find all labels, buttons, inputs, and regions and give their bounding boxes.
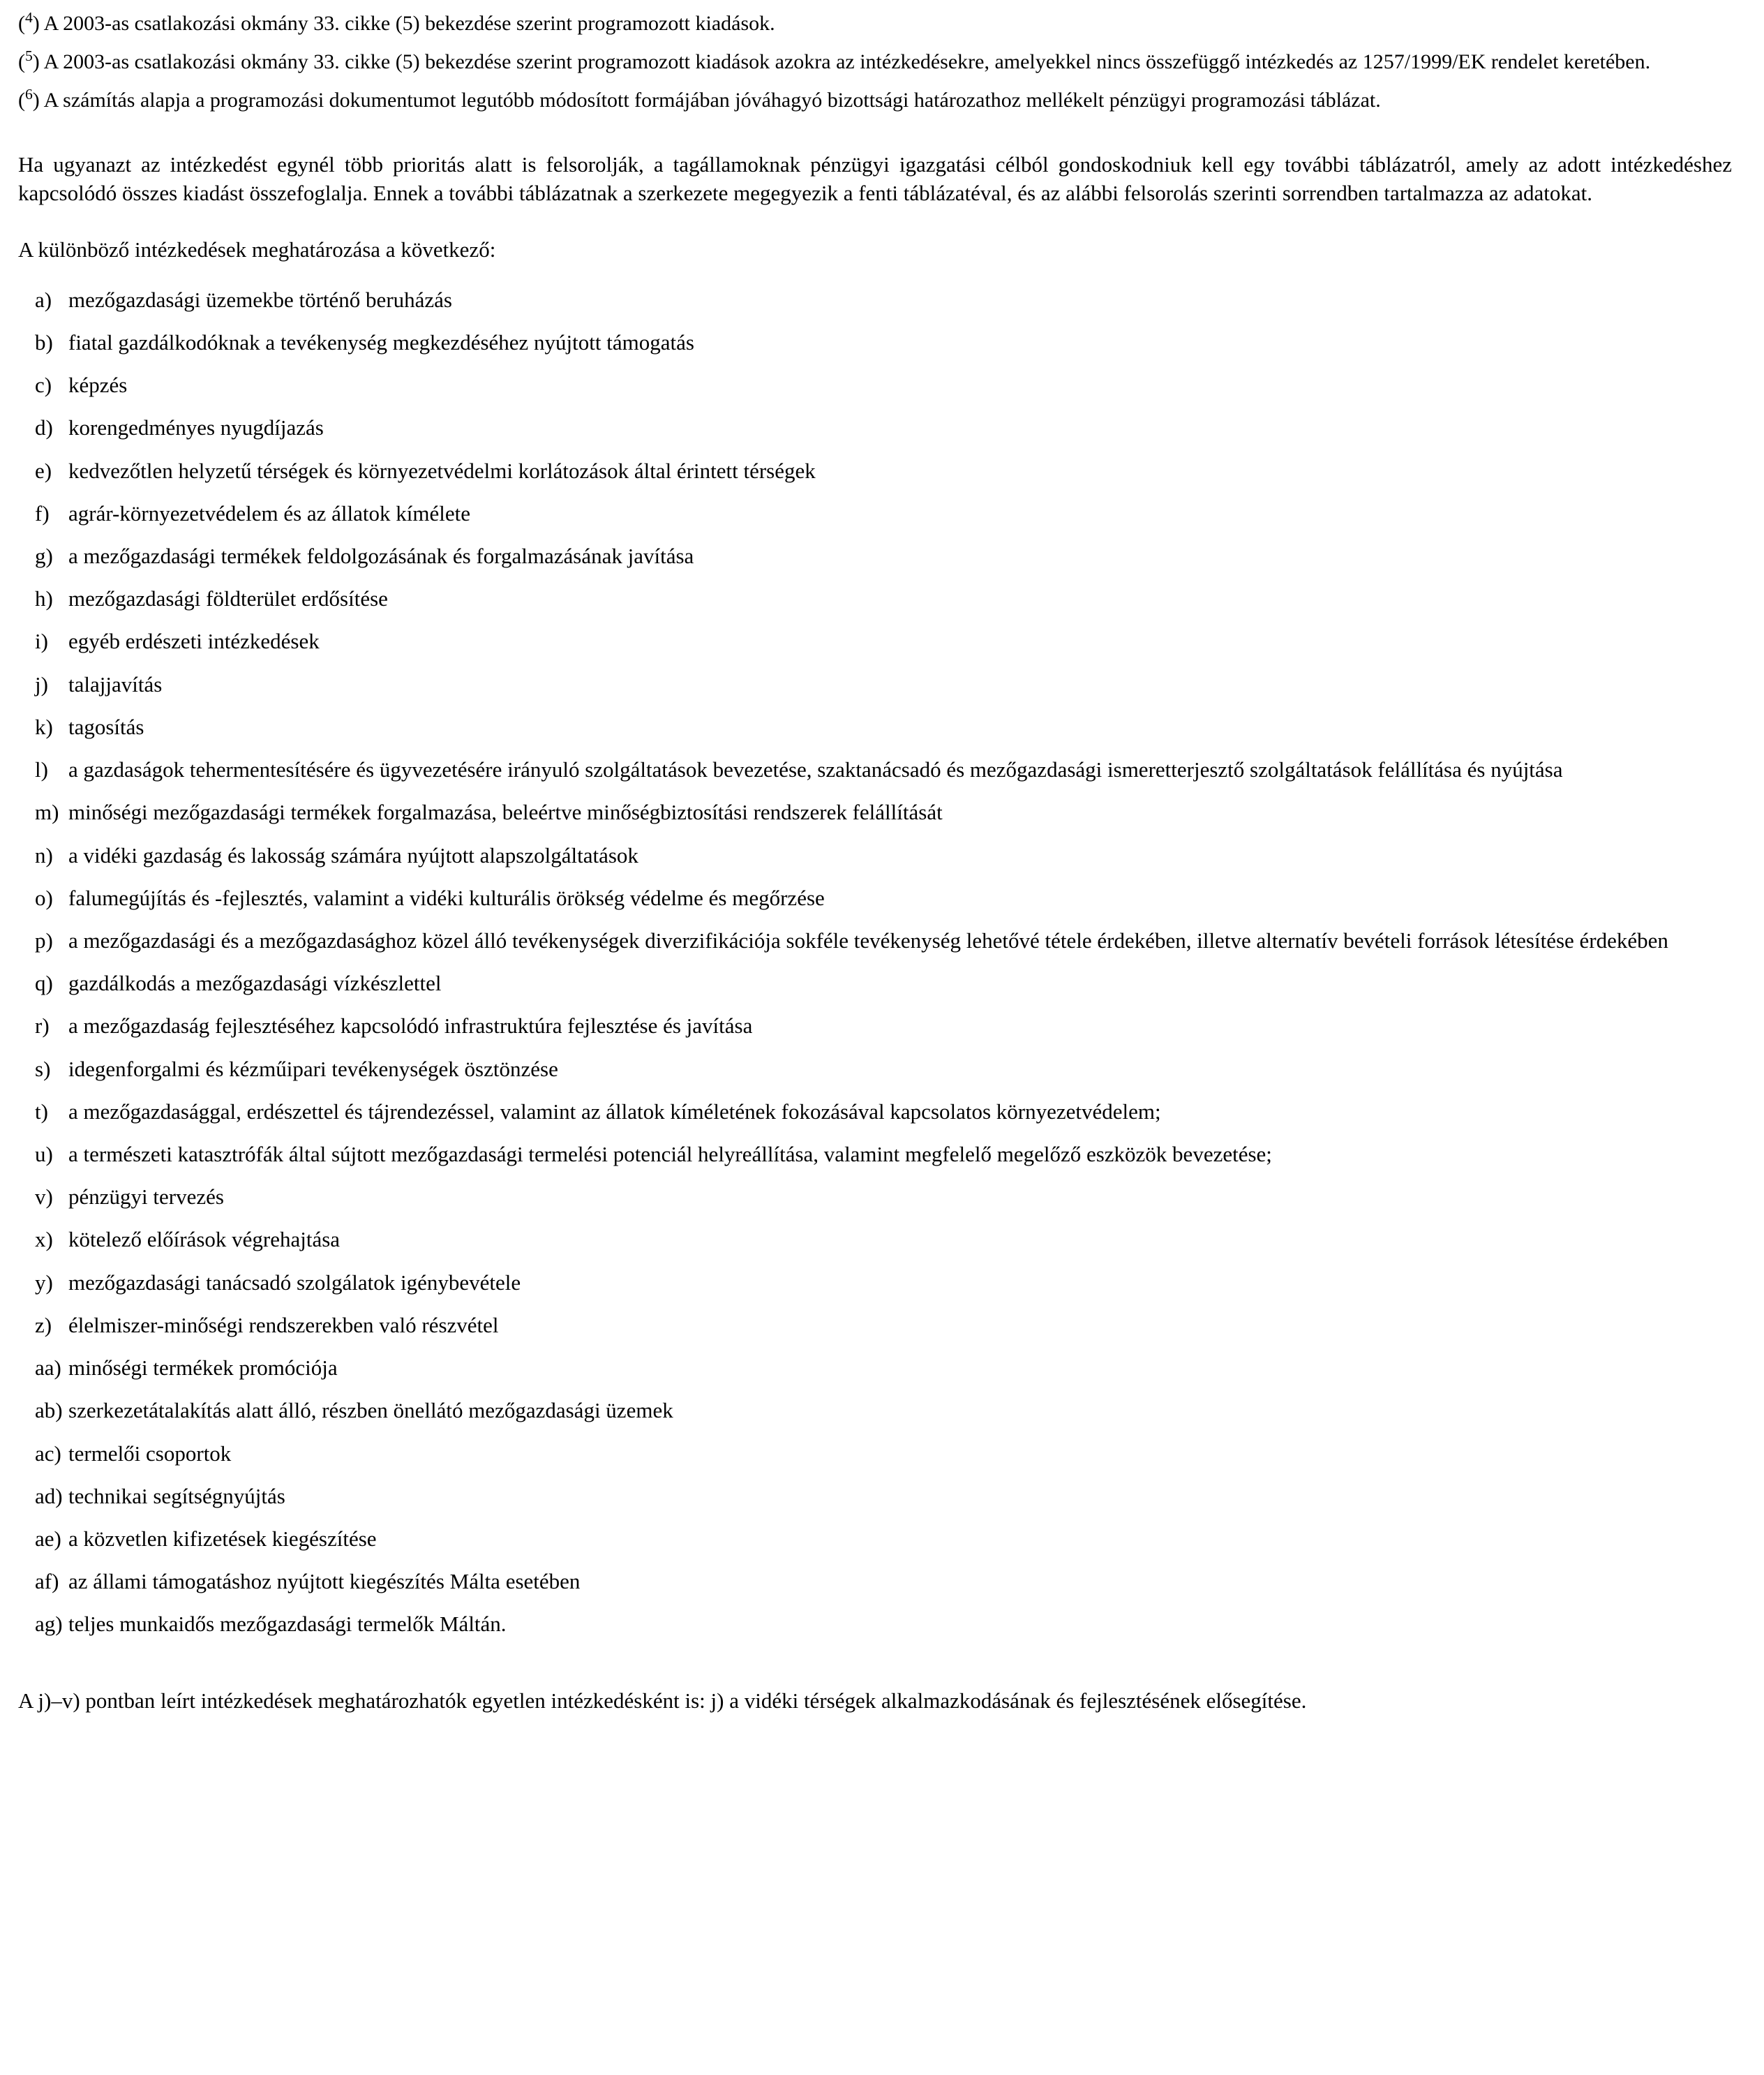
list-item [18,1353,1732,1382]
list-item [18,456,1732,485]
list-item-label: x) [35,1227,53,1252]
list-item-text: gazdálkodás a mezőgazdasági vízkészlettel [68,971,442,996]
list-item-label: p) [35,928,53,953]
footnote-number: 4 [25,9,33,26]
list-item-text: a gazdaságok tehermentesítésére és ügyvezetésére irányuló szolgáltatások bevezetése, szaktanácsadó és mezőgazdasági ismeretterjesztő szolgáltatások felállítása és nyújtása [68,757,1563,782]
list-item [18,1439,1732,1468]
list-item-label: aa) [35,1355,61,1381]
list-item [18,1524,1732,1553]
list-item [18,1396,1732,1425]
list-item [18,1097,1732,1126]
list-item-text: minőségi termékek promóciója [68,1355,338,1381]
list-item-text: tagosítás [68,714,144,739]
list-item-label: f) [35,500,50,526]
list-item-text: technikai segítségnyújtás [68,1483,285,1508]
list-item [18,627,1732,655]
footnote-number: 6 [25,86,33,103]
list-item [18,969,1732,997]
list-item [18,328,1732,357]
list-item-text: szerkezetátalakítás alatt álló, részben önellátó mezőgazdasági üzemek [68,1398,673,1423]
list-item-label: a) [35,287,52,312]
list-item-text: kedvezőtlen helyzetű térségek és környezetvédelmi korlátozások által érintett térségek [68,458,816,483]
list-item-label: m) [35,800,59,825]
footnote-5 [18,48,1732,75]
list-item-text: falumegújítás és -fejlesztés, valamint a vidéki kulturális örökség védelme és megőrzése [68,885,825,910]
list-item-text: egyéb erdészeti intézkedések [68,629,320,654]
list-item [18,798,1732,826]
list-item-label: g) [35,543,53,568]
list-item-label: s) [35,1056,51,1081]
list-item-label: z) [35,1312,52,1337]
list-item [18,1567,1732,1596]
measures-list [18,285,1732,1639]
list-item [18,1609,1732,1638]
footnote-number: 5 [25,47,33,64]
list-item-label: l) [35,757,48,782]
list-item-label: r) [35,1013,50,1039]
list-item [18,1482,1732,1510]
list-item-text: képzés [68,373,128,398]
list-item-text: talajjavítás [68,671,163,697]
list-item [18,841,1732,870]
list-item-label: ac) [35,1441,61,1466]
list-item-text: kötelező előírások végrehajtása [68,1227,341,1252]
footnote-marker: ($^5$) [18,47,40,73]
list-item-label: y) [35,1270,53,1295]
list-item-text: a mezőgazdasággal, erdészettel és tájrendezéssel, valamint az állatok kíméletének fokozásával kapcsolatos környezetvédelem; [68,1099,1161,1124]
list-item-label: d) [35,415,53,440]
list-item-label: q) [35,971,53,996]
list-item-label: n) [35,842,53,868]
list-item-text: mezőgazdasági üzemekbe történő beruházás [68,287,452,312]
list-item-label: ab) [35,1398,63,1423]
section-spacer [18,274,1732,285]
list-item-label: ag) [35,1612,63,1637]
list-item-label: t) [35,1099,48,1124]
footnote-text: A 2003-as csatlakozási okmány 33. cikke (5) bekezdése szerint programozott kiadások azokra az intézkedésekre, amelyekkel nincs összefüggő intézkedés az 1257/1999/EK rendelet keretében. [43,50,1651,73]
list-item [18,584,1732,613]
list-item [18,884,1732,912]
footnote-4 [18,10,1732,37]
list-item-label: c) [35,373,52,398]
list-item [18,1140,1732,1168]
list-item-label: u) [35,1142,53,1167]
closing-paragraph: A j)–v) pontban leírt intézkedések meghatározhatók egyetlen intézkedésként is: j) a vidéki térségek alkalmazkodásának és fejlesztésének elősegítése. [18,1688,1307,1713]
list-item-label: b) [35,329,53,355]
footnote-text: A számítás alapja a programozási dokumentumot legutóbb módosított formájában jóváhagyó bizottsági határozathoz mellékelt pénzügyi programozási táblázat. [43,89,1381,112]
list-item-label: ad) [35,1483,63,1508]
list-item-text: a természeti katasztrófák által sújtott mezőgazdasági termelési potenciál helyreállítása, valamint megfelelő megelőző eszközök bevezetése; [68,1142,1272,1167]
list-item-label: o) [35,885,53,910]
list-item-label: j) [35,671,48,697]
list-item-label: ae) [35,1526,61,1551]
list-item-text: mezőgazdasági földterület erdősítése [68,586,388,611]
list-item-text: a mezőgazdasági termékek feldolgozásának és forgalmazásának javítása [68,543,694,568]
list-item [18,499,1732,528]
list-item-text: az állami támogatáshoz nyújtott kiegészítés Málta esetében [68,1569,581,1594]
paragraph-additional-table: Ha ugyanazt az intézkedést egynél több prioritás alatt is felsorolják, a tagállamoknak pénzügyi igazgatási célból gondoskodniuk kell egy további táblázatról, amely az adott intézkedéshez kapcsolódó összes kiadást összefoglalja. Ennek a további táblázatnak a szerkezete megegyezik a fenti táblázatéval, és az alábbi felsorolás szerinti sorrendben tartalmazza az adatokat. [18,152,1732,206]
list-item [18,713,1732,741]
list-item [18,1182,1732,1211]
list-item-label: af) [35,1569,59,1594]
list-item [18,371,1732,399]
list-item [18,755,1732,784]
list-item-text: teljes munkaidős mezőgazdasági termelők Máltán. [68,1612,507,1637]
footnote-6 [18,87,1732,114]
footnote-text: A 2003-as csatlakozási okmány 33. cikke (5) bekezdése szerint programozott kiadások. [43,12,775,35]
list-item [18,1311,1732,1339]
list-item-text: a mezőgazdasági és a mezőgazdasághoz közel álló tevékenységek diverzifikációja sokféle tevékenység lehetővé tétele érdekében, illetve alternatív bevételi források létesítése érdekében [68,928,1668,953]
list-item [18,285,1732,314]
footnote-marker: ($^4$) [18,9,40,35]
list-item-text: élelmiszer-minőségi rendszerekben való részvétel [68,1312,499,1337]
section-spacer [18,125,1732,150]
section-spacer [18,217,1732,235]
list-item-text: a közvetlen kifizetések kiegészítése [68,1526,377,1551]
list-item-label: k) [35,714,53,739]
section-spacer [18,1653,1732,1671]
list-item-text: idegenforgalmi és kézműipari tevékenységek ösztönzése [68,1056,558,1081]
list-item-text: korengedményes nyugdíjazás [68,415,324,440]
list-item [18,1225,1732,1254]
list-item-label: i) [35,629,48,654]
list-item-label: v) [35,1184,53,1210]
list-item-text: a mezőgazdaság fejlesztéséhez kapcsolódó infrastruktúra fejlesztése és javítása [68,1013,753,1039]
paragraph-measures-intro: A különböző intézkedések meghatározása a következő: [18,237,496,262]
list-item-text: pénzügyi tervezés [68,1184,224,1210]
list-item-label: h) [35,586,53,611]
list-item-text: mezőgazdasági tanácsadó szolgálatok igénybevétele [68,1270,521,1295]
list-item [18,1011,1732,1040]
list-item-text: minőségi mezőgazdasági termékek forgalmazása, beleértve minőségbiztosítási rendszerek felállítását [68,800,943,825]
list-item-text: agrár-környezetvédelem és az állatok kímélete [68,500,471,526]
list-item [18,670,1732,699]
list-item [18,542,1732,570]
list-item [18,926,1732,955]
list-item-text: fiatal gazdálkodóknak a tevékenység megkezdéséhez nyújtott támogatás [68,329,694,355]
list-item-text: termelői csoportok [68,1441,232,1466]
list-item-text: a vidéki gazdaság és lakosság számára nyújtott alapszolgáltatások [68,842,638,868]
list-item [18,1055,1732,1083]
list-item-label: e) [35,458,52,483]
list-item [18,1268,1732,1297]
list-item [18,413,1732,442]
footnote-marker: ($^6$) [18,86,40,112]
